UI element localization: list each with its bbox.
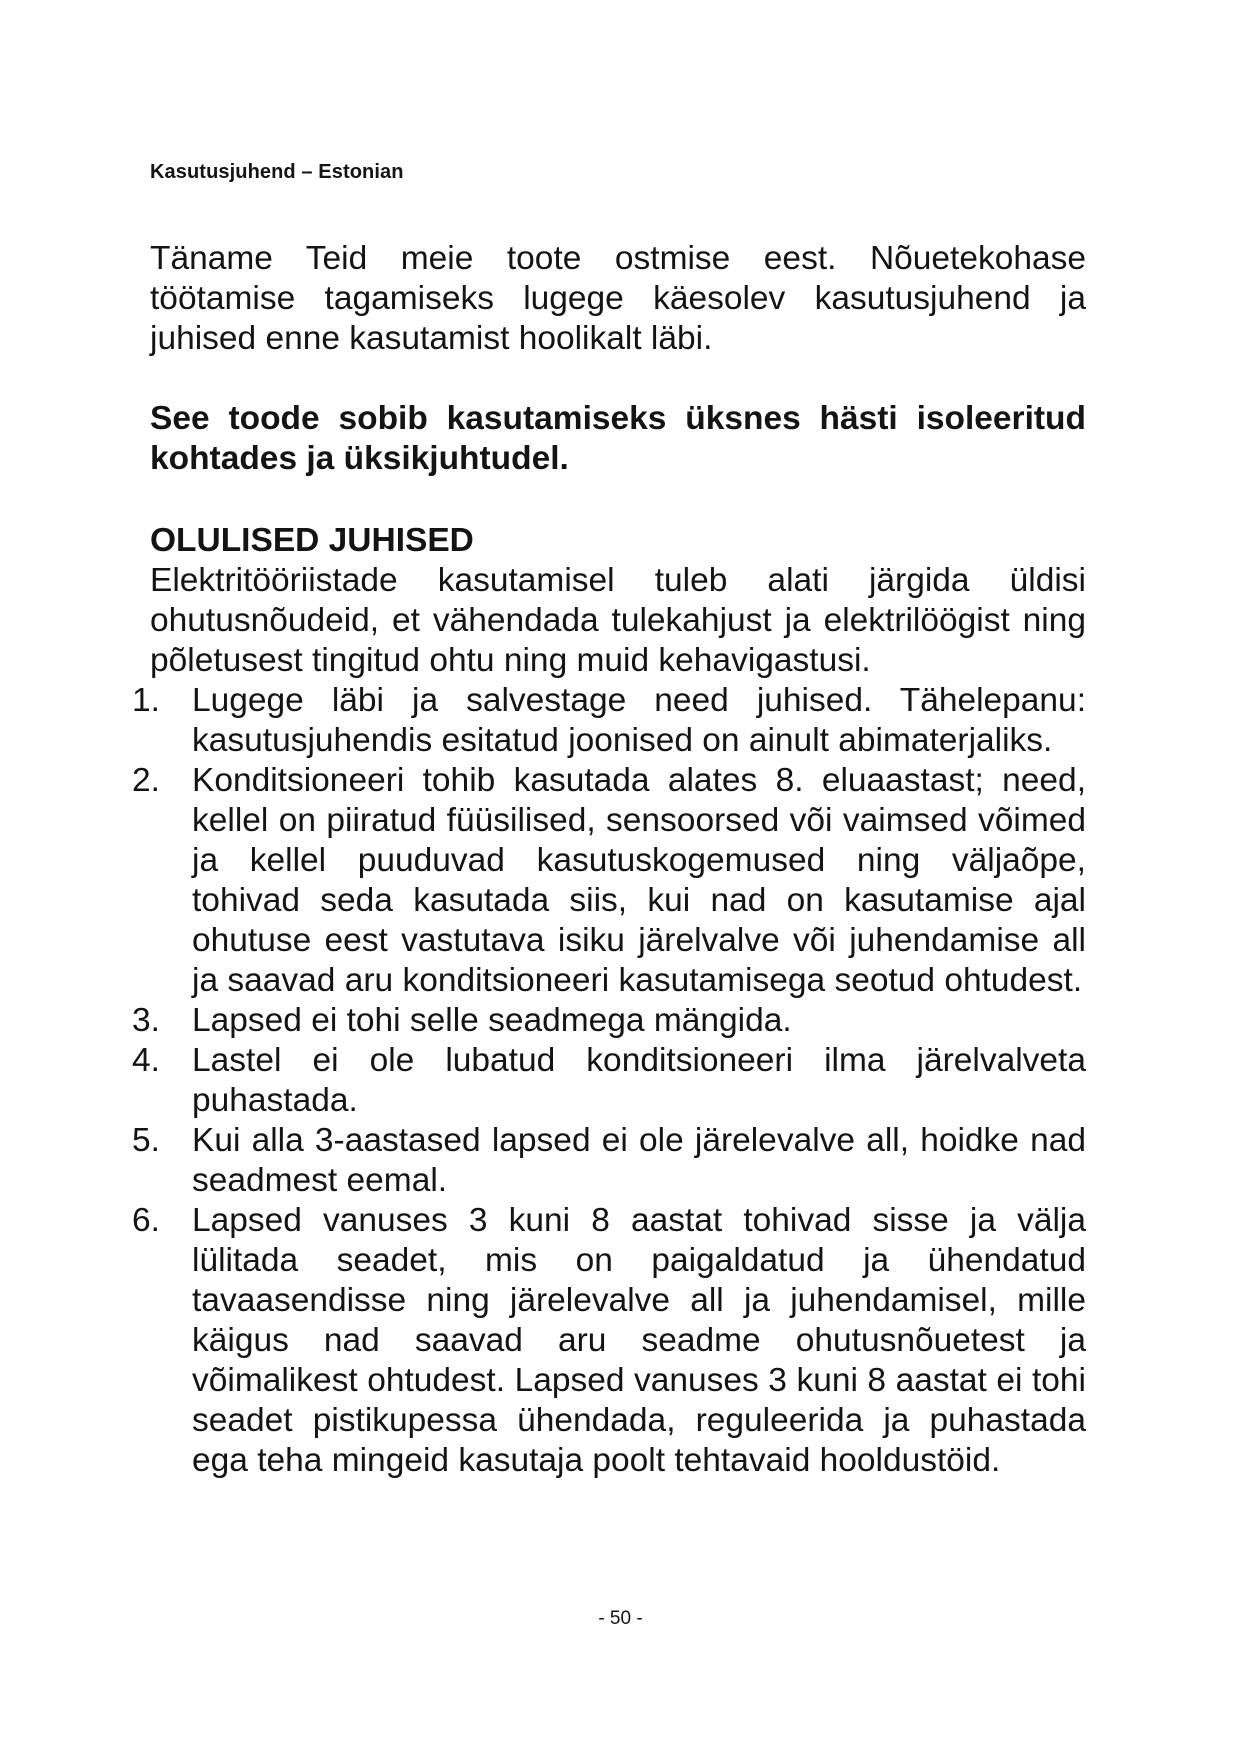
usage-restriction-note: See toode sobib kasutamiseks üksnes hästi isoleeritud kohtades ja üksikjuhtudel. — [150, 400, 1086, 477]
list-item — [132, 1201, 1086, 1481]
instruction-list — [132, 681, 1086, 1481]
list-item-text: Kui alla 3-aastased lapsed ei ole järelevalve all, hoidke nad seadmest eemal. — [192, 1122, 1086, 1199]
list-item-number: 1. — [132, 682, 160, 719]
list-item-number: 2. — [132, 762, 160, 799]
list-item-text: Lapsed ei tohi selle seadmega mängida. — [192, 1002, 792, 1039]
list-item-number: 4. — [132, 1042, 160, 1079]
list-item — [132, 1041, 1086, 1121]
document-header: Kasutusjuhend – Estonian — [150, 161, 404, 183]
page-number: - 50 - — [598, 1608, 643, 1629]
section-lead-paragraph: Elektritööriistade kasutamisel tuleb alati järgida üldisi ohutusnõudeid, et vähendada tulekahjust ja elektrilöögist ning põletusest tingitud ohtu ning muid kehavigastusi. — [150, 562, 1086, 679]
list-item-number: 6. — [132, 1202, 160, 1239]
document-body — [132, 239, 1086, 1481]
list-item-text: Lugege läbi ja salvestage need juhised. Tähelepanu: kasutusjuhendis esitatud joonised on ainult abimaterjaliks. — [192, 682, 1086, 759]
list-item — [132, 681, 1086, 761]
list-item-number: 3. — [132, 1002, 160, 1039]
list-item-number: 5. — [132, 1122, 160, 1159]
intro-paragraph: Täname Teid meie toote ostmise eest. Nõuetekohase töötamise tagamiseks lugege käesolev kasutusjuhend ja juhised enne kasutamist hoolikalt läbi. — [150, 240, 1086, 357]
list-item — [132, 1001, 1086, 1041]
list-item-text: Konditsioneeri tohib kasutada alates 8. eluaastast; need, kellel on piiratud füüsilised, sensoorsed või vaimsed võimed ja kellel puuduvad kasutuskogemused ning väljaõpe, tohivad seda kasutada siis, kui nad on kasutamise ajal ohutuse eest vastutava isiku järelvalve või juhendamise all ja saavad aru konditsioneeri kasutamisega seotud ohtudest. — [192, 762, 1086, 999]
list-item-text: Lapsed vanuses 3 kuni 8 aastat tohivad sisse ja välja lülitada seadet, mis on paigaldatud ja ühendatud tavaasendisse ning järelevalve all ja juhendamisel, mille käigus nad saavad aru seadme ohutusnõuetest ja võimalikest ohtudest. Lapsed vanuses 3 kuni 8 aastat ei tohi seadet pistikupessa ühendada, reguleerida ja puhastada ega teha mingeid kasutaja poolt tehtavaid hooldustöid. — [192, 1202, 1086, 1479]
list-item — [132, 1121, 1086, 1201]
list-item — [132, 761, 1086, 1001]
list-item-text: Lastel ei ole lubatud konditsioneeri ilma järelvalveta puhastada. — [192, 1042, 1086, 1119]
section-heading: OLULISED JUHISED — [150, 522, 474, 559]
